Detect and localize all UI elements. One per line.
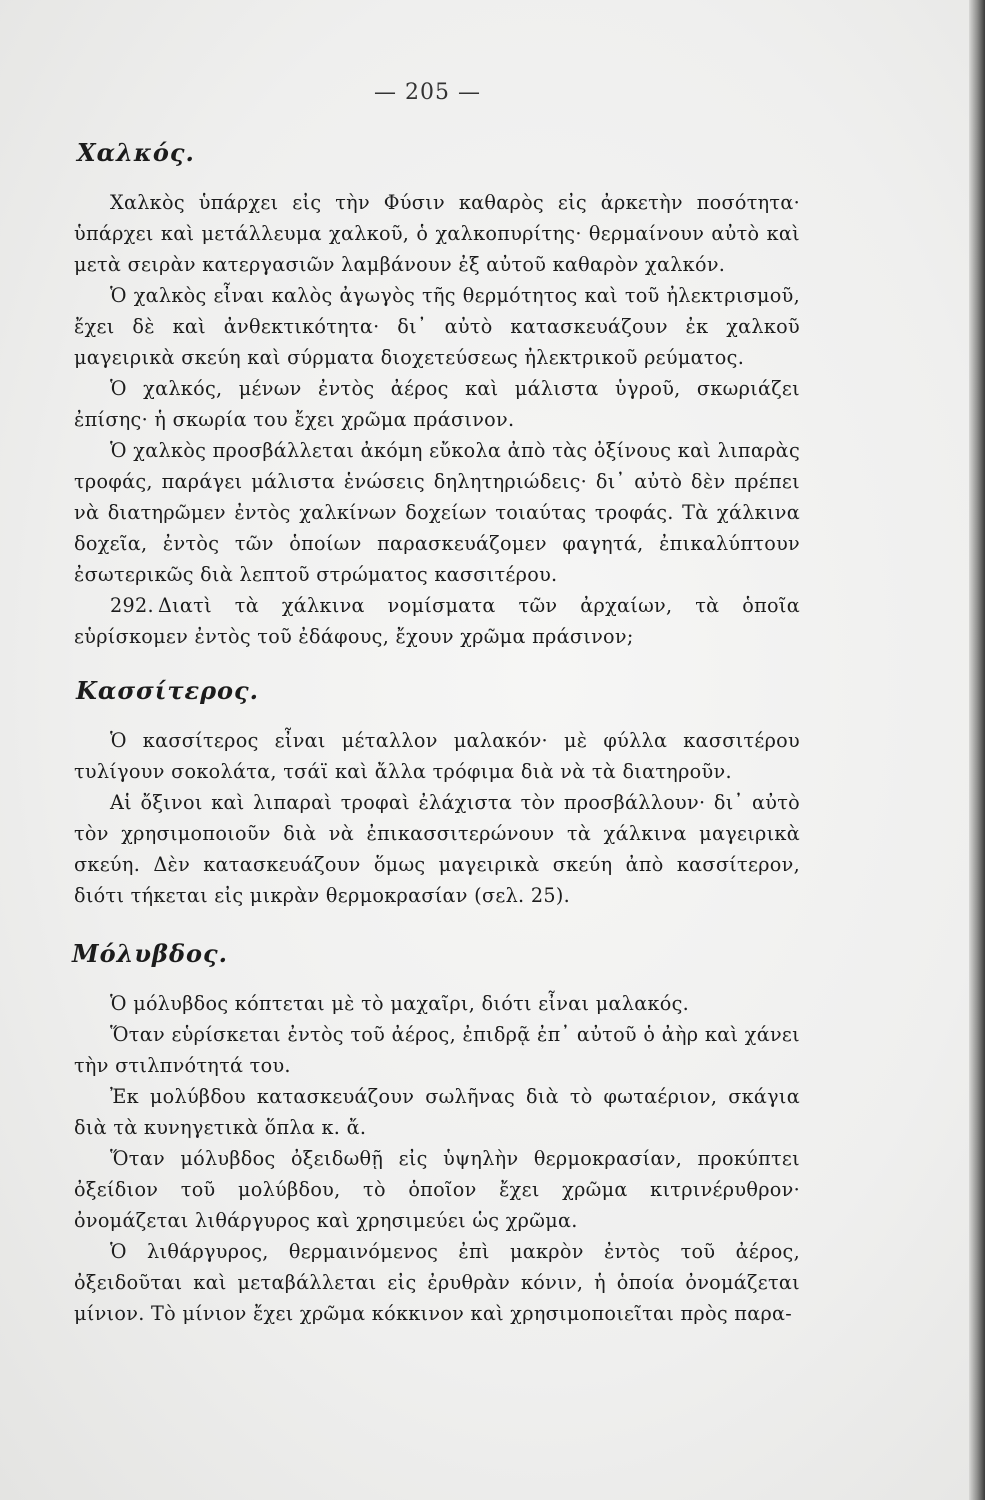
page-number: — 205 — xyxy=(374,80,481,105)
paragraph: Ὁ χαλκὸς προσβάλλεται ἀκόμη εὔκολα ἀπὸ τὰς ὀξίνους καὶ λιπαρὰς τροφάς, παράγει μάλιστα ἑνώσεις δηλητηριώδεις· δι᾽ αὐτὸ δὲν πρέπει νὰ διατηρῶμεν ἐντὸς χαλκίνων δοχείων τοιαύτας τροφάς. Τὰ χάλκινα δοχεῖα, ἐντὸς τῶν ὁποίων παρασκευάζομεν φαγητά, ἐπικαλύπτουν ἐσωτερικῶς διὰ λεπτοῦ στρώματος κασσιτέρου. xyxy=(74,439,800,586)
paragraph: Ἐκ μολύβδου κατασκευάζουν σωλῆνας διὰ τὸ φωταέριον, σκάγια διὰ τὰ κυνηγετικὰ ὅπλα κ. ἄ. xyxy=(74,1085,800,1139)
section-heading-copper: Χαλκός. xyxy=(77,138,195,167)
paragraph: Ὅταν μόλυβδος ὀξειδωθῇ εἰς ὑψηλὴν θερμοκρασίαν, προκύπτει ὀξείδιον τοῦ μολύβδου, τὸ ὁποῖον ἔχει χρῶμα κιτρινέρυθρον· ὀνομάζεται λιθάργυρος καὶ χρησιμεύει ὡς χρῶμα. xyxy=(74,1147,800,1232)
paragraph: Ὅταν εὑρίσκεται ἐντὸς τοῦ ἀέρος, ἐπιδρᾷ ἐπ᾽ αὐτοῦ ὁ ἀὴρ καὶ χάνει τὴν στιλπνότητά του. xyxy=(74,1023,800,1077)
paragraph: Χαλκὸς ὑπάρχει εἰς τὴν Φύσιν καθαρὸς εἰς ἀρκετὴν ποσότητα· ὑπάρχει καὶ μετάλλευμα χαλκοῦ, ὁ χαλκοπυρίτης· θερμαίνουν αὐτὸ καὶ μετὰ σειρὰν κατεργασιῶν λαμβάνουν ἐξ αὐτοῦ καθαρὸν χαλκόν. xyxy=(74,191,800,276)
exercise-question xyxy=(74,590,800,652)
paragraph: Ὁ μόλυβδος κόπτεται μὲ τὸ μαχαῖρι, διότι εἶναι μαλακός. xyxy=(110,992,690,1015)
question-text: Διατὶ τὰ χάλκινα νομίσματα τῶν ἀρχαίων, τὰ ὁποῖα εὑρίσκομεν ἐντὸς τοῦ ἐδάφους, ἔχουν χρῶμα πράσινον; xyxy=(74,594,800,648)
page-content xyxy=(72,130,800,1329)
section-heading-tin: Κασσίτερος. xyxy=(76,676,260,705)
section-heading-lead: Μόλυβδος. xyxy=(72,939,228,968)
paragraph: Ὁ κασσίτερος εἶναι μέταλλον μαλακόν· μὲ φύλλα κασσιτέρου τυλίγουν σοκολάτα, τσάϊ καὶ ἄλλα τρόφιμα διὰ νὰ τὰ διατηροῦν. xyxy=(74,729,800,783)
question-number: 292. xyxy=(110,594,154,617)
page-edge-shadow xyxy=(969,0,985,1500)
paragraph: Ὁ χαλκός, μένων ἐντὸς ἀέρος καὶ μάλιστα ὑγροῦ, σκωριάζει ἐπίσης· ἡ σκωρία του ἔχει χρῶμα πράσινον. xyxy=(74,377,800,431)
paragraph: Αἱ ὄξινοι καὶ λιπαραὶ τροφαὶ ἐλάχιστα τὸν προσβάλλουν· δι᾽ αὐτὸ τὸν χρησιμοποιοῦν διὰ νὰ ἐπικασσιτερώνουν τὰ χάλκινα μαγειρικὰ σκεύη. Δὲν κατασκευάζουν ὅμως μαγειρικὰ σκεύη ἀπὸ κασσίτερον, διότι τήκεται εἰς μικρὰν θερμοκρασίαν (σελ. 25). xyxy=(74,791,800,907)
paragraph: Ὁ χαλκὸς εἶναι καλὸς ἀγωγὸς τῆς θερμότητος καὶ τοῦ ἠλεκτρισμοῦ, ἔχει δὲ καὶ ἀνθεκτικότητα· δι᾽ αὐτὸ κατασκευάζουν ἐκ χαλκοῦ μαγειρικὰ σκεύη καὶ σύρματα διοχετεύσεως ἠλεκτρικοῦ ρεύματος. xyxy=(74,284,800,369)
paragraph: Ὁ λιθάργυρος, θερμαινόμενος ἐπὶ μακρὸν ἐντὸς τοῦ ἀέρος, ὀξειδοῦται καὶ μεταβάλλεται εἰς ἐρυθρὰν κόνιν, ἡ ὁποία ὀνομάζεται μίνιον. Τὸ μίνιον ἔχει χρῶμα κόκκινον καὶ χρησιμοποιεῖται πρὸς παρα- xyxy=(74,1240,800,1325)
